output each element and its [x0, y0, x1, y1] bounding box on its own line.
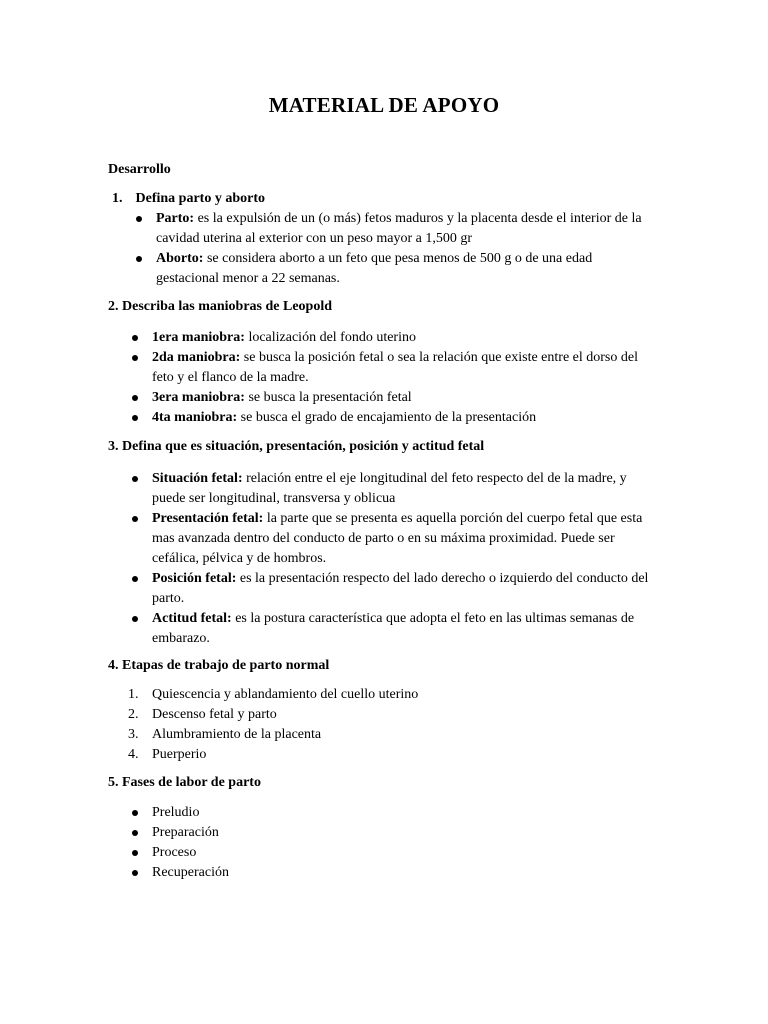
bullet-icon: [132, 415, 138, 421]
item-text: Preludio: [152, 805, 200, 820]
list-item: [152, 609, 657, 649]
term-text: es la expulsión de un (o más) fetos maduros y la placenta desde el interior de la cavidad uterina al exterior con un peso mayor a 1,500 gr: [156, 211, 642, 246]
item-text: Descenso fetal y parto: [152, 707, 277, 722]
item-text: Preparación: [152, 825, 219, 840]
bullet-icon: [132, 830, 138, 836]
term-text: localización del fondo uterino: [244, 330, 416, 345]
bullet-icon: [132, 355, 138, 361]
list-item: [152, 408, 657, 428]
question-1-heading: [112, 189, 265, 209]
bullet-icon: [132, 616, 138, 622]
term-label: Posición fetal:: [152, 571, 237, 586]
item-number: 1.: [128, 687, 139, 702]
document-title: MATERIAL DE APOYO: [268, 93, 500, 117]
term-text: relación entre el eje longitudinal del feto respecto del de la madre, y puede ser longitudinal, transversa y oblicua: [152, 471, 627, 506]
term-label: 4ta maniobra:: [152, 410, 238, 425]
list-item: [128, 685, 657, 705]
term-label: Parto:: [156, 211, 195, 226]
term-label: Aborto:: [156, 251, 204, 266]
item-number: 2.: [128, 707, 139, 722]
bullet-icon: [132, 516, 138, 522]
question-5-list: [152, 803, 657, 883]
item-number: 4.: [128, 747, 139, 762]
question-3-list: [152, 469, 657, 649]
list-item: [128, 705, 657, 725]
term-label: Actitud fetal:: [152, 611, 232, 626]
item-text: Proceso: [152, 845, 197, 860]
item-text: Puerperio: [152, 747, 207, 762]
list-item: [128, 725, 657, 745]
term-label: 3era maniobra:: [152, 390, 245, 405]
list-item: [156, 209, 656, 249]
list-item: [152, 803, 657, 823]
item-number: 3.: [128, 727, 139, 742]
question-2-heading: 2. Describa las maniobras de Leopold: [108, 299, 333, 314]
list-item: [156, 249, 656, 289]
bullet-icon: [136, 216, 142, 222]
question-5-heading: 5. Fases de labor de parto: [108, 775, 261, 790]
list-item: [152, 348, 657, 388]
term-text: se busca la presentación fetal: [244, 390, 412, 405]
item-text: Recuperación: [152, 865, 229, 880]
question-1-number: 1.: [112, 191, 123, 206]
term-label: Presentación fetal:: [152, 511, 264, 526]
list-item: [128, 745, 657, 765]
question-1-title: Defina parto y aborto: [135, 191, 265, 206]
term-text: se considera aborto a un feto que pesa menos de 500 g o de una edad gestacional menor a 22 semanas.: [156, 251, 593, 286]
bullet-icon: [136, 256, 142, 262]
list-item: [152, 843, 657, 863]
list-item: [152, 388, 657, 408]
question-2-list: [152, 328, 657, 428]
intro-heading: Desarrollo: [108, 162, 171, 177]
term-text: la parte que se presenta es aquella porción del cuerpo fetal que esta mas avanzada dentro del conducto de parto o en su máxima proximidad. Puede ser cefálica, pélvica y de hombros.: [152, 511, 643, 566]
bullet-icon: [132, 850, 138, 856]
term-text: es la postura característica que adopta el feto en las ultimas semanas de embarazo.: [152, 611, 635, 646]
bullet-icon: [132, 476, 138, 482]
list-item: [152, 509, 657, 569]
bullet-icon: [132, 576, 138, 582]
term-text: es la presentación respecto del lado derecho o izquierdo del conducto del parto.: [152, 571, 649, 606]
term-label: 2da maniobra:: [152, 350, 241, 365]
item-text: Quiescencia y ablandamiento del cuello uterino: [152, 687, 419, 702]
question-4-list: [128, 685, 657, 765]
term-text: se busca la posición fetal o sea la relación que existe entre el dorso del feto y el flanco de la madre.: [152, 350, 638, 385]
bullet-icon: [132, 335, 138, 341]
term-label: 1era maniobra:: [152, 330, 245, 345]
question-1-list: [156, 209, 656, 289]
list-item: [152, 863, 657, 883]
list-item: [152, 823, 657, 843]
bullet-icon: [132, 870, 138, 876]
term-label: Situación fetal:: [152, 471, 243, 486]
item-text: Alumbramiento de la placenta: [152, 727, 322, 742]
list-item: [152, 569, 657, 609]
list-item: [152, 328, 657, 348]
list-item: [152, 469, 657, 509]
question-4-heading: 4. Etapas de trabajo de parto normal: [108, 658, 330, 673]
question-3-heading: 3. Defina que es situación, presentación, posición y actitud fetal: [108, 439, 485, 454]
term-text: se busca el grado de encajamiento de la presentación: [237, 410, 537, 425]
bullet-icon: [132, 810, 138, 816]
bullet-icon: [132, 395, 138, 401]
